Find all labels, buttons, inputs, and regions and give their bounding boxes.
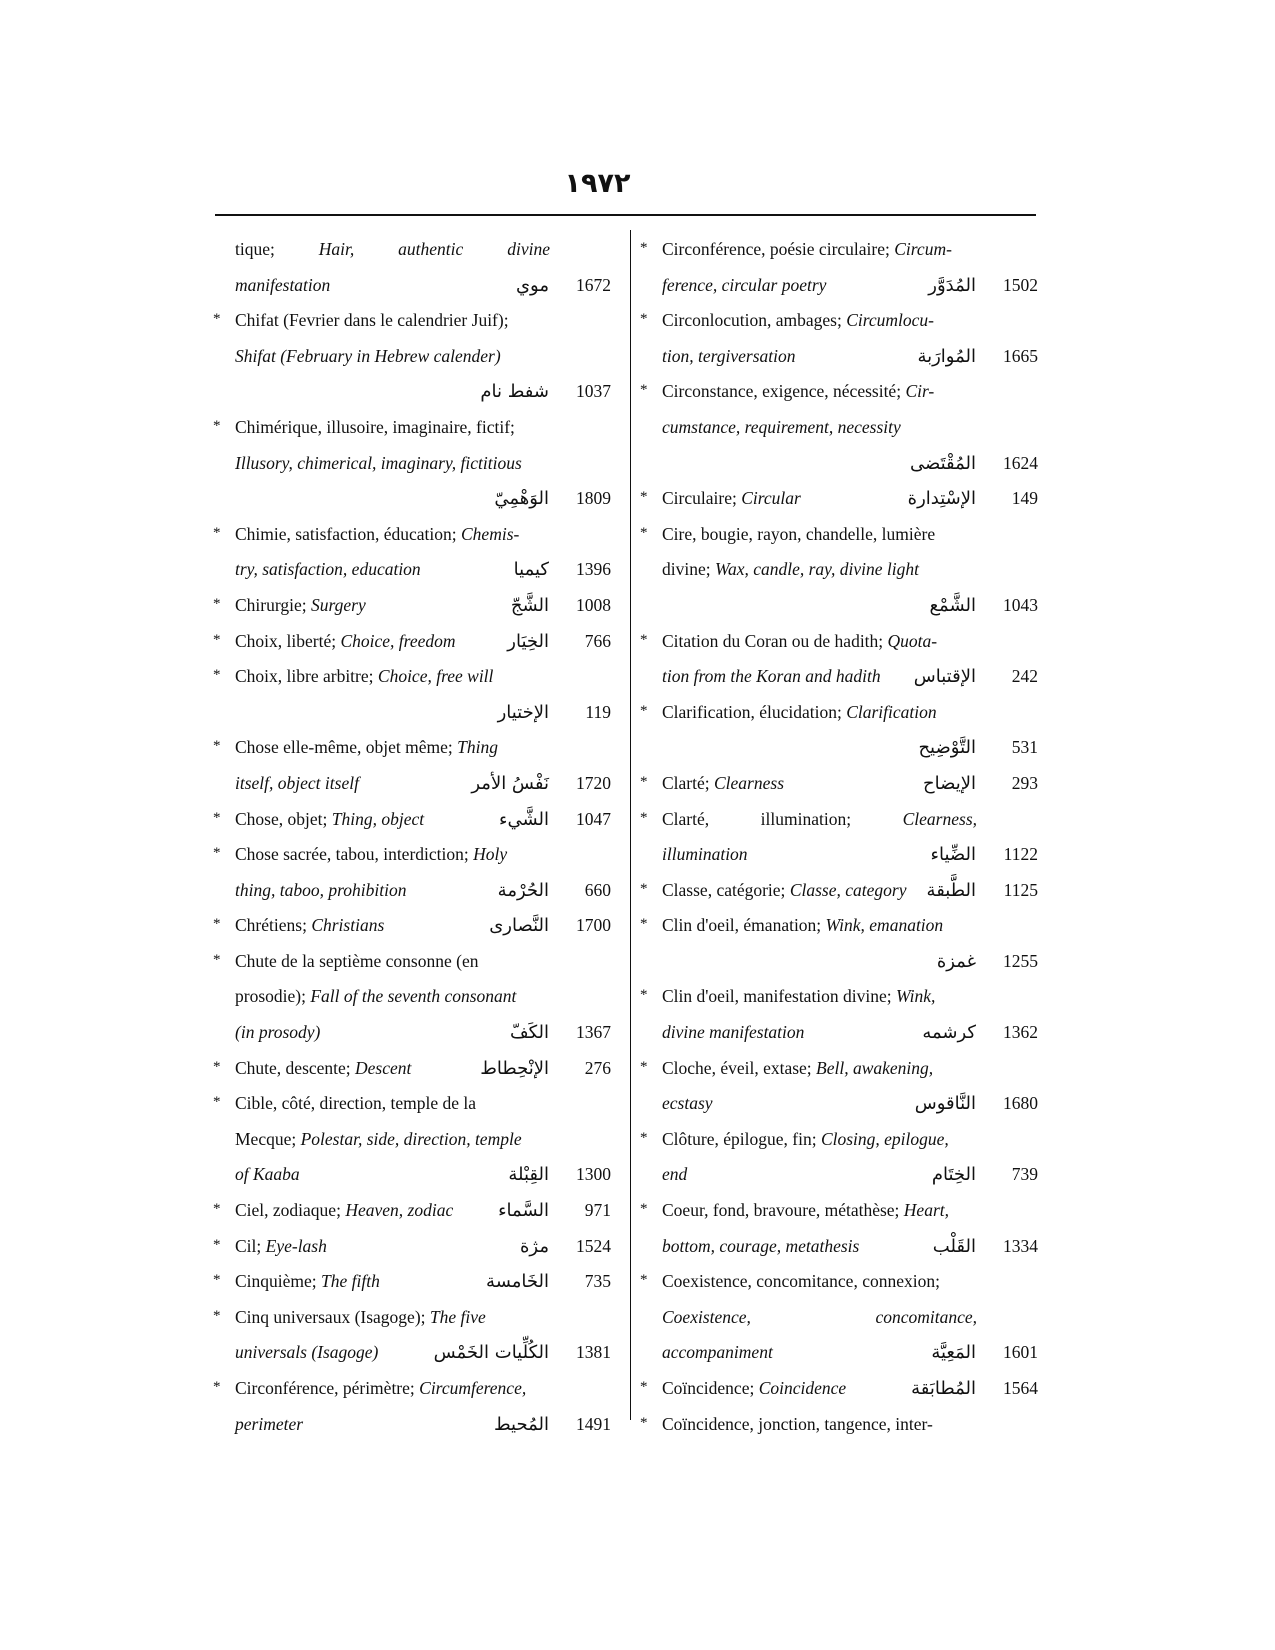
- entry-marker: *: [213, 667, 221, 684]
- entry-line: [213, 802, 611, 838]
- entry-marker: *: [640, 1379, 648, 1395]
- entry-text: prosodie); Fall of the seventh consonant: [235, 986, 517, 1007]
- arabic-term: الخِيَار: [507, 630, 549, 652]
- entry-text: illumination: [662, 844, 748, 865]
- entry-text: Citation du Coran ou de hadith; Quota-: [662, 630, 938, 651]
- entry-line: [640, 730, 1038, 766]
- arabic-term: كرشمه: [922, 1022, 976, 1044]
- entry-line: [213, 624, 611, 660]
- entry-text: Cible, côté, direction, temple de la: [235, 1093, 477, 1114]
- entry-text: Clôture, épilogue, fin; Closing, epilogue,: [662, 1128, 949, 1149]
- entry-marker: *: [213, 1201, 221, 1218]
- entry-marker: *: [213, 916, 221, 933]
- entry-text: Ciel, zodiaque; Heaven, zodiac: [235, 1200, 454, 1221]
- entry-marker: *: [640, 987, 648, 1004]
- entry-number: 1396: [576, 559, 611, 580]
- entry-text: Classe, catégorie; Classe, category: [662, 879, 907, 900]
- arabic-term: مژة: [519, 1235, 549, 1257]
- entry-text: bottom, courage, metathesis: [662, 1235, 860, 1256]
- entry-line: [213, 1157, 611, 1193]
- entry-number: 660: [584, 879, 611, 900]
- entry-line: [640, 1335, 1038, 1371]
- arabic-term: الكُلِّيات الخَمْس: [433, 1342, 549, 1364]
- entry-marker: *: [213, 1379, 221, 1395]
- entry-line: [640, 481, 1038, 517]
- entry-text: Shifat (February in Hebrew calender): [235, 345, 501, 366]
- entry-number: 1624: [1003, 452, 1038, 473]
- arabic-term: الخَامسة: [486, 1271, 549, 1293]
- arabic-term: الشَّجّ: [510, 594, 549, 616]
- entry-line: [213, 979, 611, 1015]
- entry-line: [213, 837, 611, 873]
- entry-line: [213, 1300, 611, 1336]
- entry-text: end: [662, 1164, 688, 1185]
- arabic-term: المُحيط: [493, 1413, 549, 1435]
- entry-line: [213, 1193, 611, 1229]
- entry-line: [640, 1157, 1038, 1193]
- entry-marker: *: [640, 809, 648, 826]
- entry-line: [640, 1051, 1038, 1087]
- entry-text: Illusory, chimerical, imaginary, fictitious: [235, 452, 522, 473]
- arabic-term: كيميا: [513, 559, 549, 581]
- arabic-term: الطَّبقة: [926, 879, 976, 901]
- arabic-term: المَعِيَّة: [931, 1342, 976, 1364]
- entry-marker: *: [213, 595, 221, 612]
- entry-line: [213, 232, 611, 268]
- entry-text: Coexistence, concomitance, connexion;: [662, 1271, 940, 1292]
- entry-line: [213, 517, 611, 553]
- entry-number: 1680: [1003, 1093, 1038, 1114]
- arabic-term: السَّماء: [498, 1200, 549, 1222]
- entry-text: Coeur, fond, bravoure, métathèse; Heart,: [662, 1200, 949, 1221]
- entry-text: Chirurgie; Surgery: [235, 594, 366, 615]
- entry-text: Clarification, élucidation; Clarification: [662, 701, 937, 722]
- arabic-term: شفط نام: [480, 381, 549, 403]
- entry-line: [640, 374, 1038, 410]
- arabic-term: الإيضاح: [923, 772, 976, 794]
- entry-number: 119: [585, 701, 611, 722]
- entry-line: [213, 339, 611, 375]
- entry-line: [640, 268, 1038, 304]
- entry-marker: *: [213, 738, 221, 755]
- entry-line: [213, 730, 611, 766]
- entry-number: 1362: [1003, 1022, 1038, 1043]
- entry-line: [640, 303, 1038, 339]
- entry-text: Clin d'oeil, émanation; Wink, emanation: [662, 915, 944, 936]
- entry-marker: *: [213, 311, 221, 328]
- entry-line: [640, 624, 1038, 660]
- entry-text: Choix, libre arbitre; Choice, free will: [235, 666, 494, 687]
- right-column: [640, 232, 1038, 1442]
- entry-text: perimeter: [235, 1413, 304, 1434]
- entry-number: 1672: [576, 274, 611, 295]
- arabic-term: الإقتباس: [913, 666, 976, 688]
- entry-line: [213, 1051, 611, 1087]
- entry-text: manifestation: [235, 274, 331, 295]
- entry-text: Circonférence, poésie circulaire; Circum-: [662, 239, 952, 259]
- arabic-term: الحُرْمة: [497, 879, 549, 901]
- entry-line: [640, 659, 1038, 695]
- entry-line: [640, 1407, 1038, 1443]
- entry-number: 1491: [576, 1413, 611, 1434]
- entry-marker: *: [213, 1272, 221, 1289]
- entry-number: 1367: [576, 1022, 611, 1043]
- entry-text: (in prosody): [235, 1022, 321, 1043]
- entry-number: 242: [1011, 666, 1038, 687]
- entry-marker: *: [213, 951, 221, 968]
- entry-line: [213, 1371, 611, 1407]
- entry-line: [640, 908, 1038, 944]
- entry-number: 276: [584, 1057, 611, 1078]
- entry-marker: *: [640, 311, 648, 328]
- entry-number: 1334: [1003, 1235, 1038, 1256]
- entry-line: [213, 268, 611, 304]
- entry-text: Chimérique, illusoire, imaginaire, fictif;: [235, 416, 515, 437]
- entry-number: 1122: [1003, 844, 1038, 865]
- header-rule: [215, 214, 1036, 216]
- entry-text: Coexistence, concomitance,: [662, 1306, 977, 1327]
- entry-number: 1700: [576, 915, 611, 936]
- entry-line: [213, 446, 611, 482]
- entry-line: [213, 766, 611, 802]
- entry-text: try, satisfaction, education: [235, 559, 421, 580]
- entry-text: of Kaaba: [235, 1164, 300, 1185]
- entry-line: [640, 588, 1038, 624]
- arabic-term: المُوارَبة: [917, 345, 976, 367]
- entry-line: [213, 1086, 611, 1122]
- entry-text: Clarté, illumination; Clearness,: [662, 808, 977, 829]
- entry-text: Clarté; Clearness: [662, 772, 784, 793]
- arabic-term: النَّصارى: [489, 915, 549, 937]
- entry-marker: *: [640, 1201, 648, 1218]
- arabic-term: نَفْسُ الأمر: [471, 772, 549, 794]
- entry-text: Choix, liberté; Choice, freedom: [235, 630, 456, 651]
- entry-number: 1255: [1003, 950, 1038, 971]
- arabic-term: الإختيار: [497, 701, 549, 723]
- entry-text: Chose, objet; Thing, object: [235, 808, 425, 829]
- entry-number: 1601: [1003, 1342, 1038, 1363]
- entry-text: tion, tergiversation: [662, 345, 796, 366]
- arabic-term: النَّاقوس: [914, 1093, 976, 1115]
- arabic-term: المُطابَقة: [911, 1378, 976, 1399]
- entry-number: 1564: [1003, 1378, 1038, 1398]
- arabic-term: غمزة: [936, 950, 976, 972]
- entry-number: 1300: [576, 1164, 611, 1185]
- entry-text: ecstasy: [662, 1093, 713, 1114]
- entry-marker: *: [640, 702, 648, 719]
- entry-number: 1047: [576, 808, 611, 829]
- entry-marker: *: [640, 1414, 648, 1431]
- entry-marker: *: [640, 880, 648, 897]
- entry-line: [213, 303, 611, 339]
- entry-marker: *: [213, 631, 221, 648]
- arabic-term: الخِتَام: [931, 1164, 976, 1186]
- entry-line: [640, 1015, 1038, 1051]
- entry-marker: *: [640, 916, 648, 933]
- arabic-term: المُقْتَضى: [909, 452, 976, 474]
- entry-number: 531: [1011, 737, 1038, 758]
- entry-text: Chute de la septième consonne (en: [235, 950, 479, 971]
- page-number: ١٩٧٢: [564, 168, 631, 199]
- entry-text: Circonférence, périmètre; Circumference,: [235, 1378, 527, 1398]
- entry-text: Clin d'oeil, manifestation divine; Wink,: [662, 986, 936, 1007]
- entry-text: Coïncidence, jonction, tangence, inter-: [662, 1413, 933, 1434]
- arabic-term: الشَّمْع: [929, 594, 976, 616]
- entry-text: Chifat (Fevrier dans le calendrier Juif);: [235, 310, 509, 331]
- entry-line: [640, 695, 1038, 731]
- entry-text: tion from the Koran and hadith: [662, 666, 881, 687]
- entry-marker: *: [213, 1307, 221, 1324]
- entry-line: [640, 446, 1038, 482]
- entry-marker: *: [213, 1236, 221, 1253]
- entry-marker: *: [213, 1094, 221, 1111]
- entry-number: 1125: [1003, 879, 1038, 900]
- arabic-term: القَلْب: [932, 1235, 976, 1257]
- entry-line: [640, 1300, 1038, 1336]
- entry-text: Chute, descente; Descent: [235, 1057, 412, 1078]
- entry-line: [640, 979, 1038, 1015]
- entry-number: 1524: [576, 1235, 611, 1256]
- arabic-term: الكَفّ: [509, 1022, 549, 1044]
- entry-line: [213, 1407, 611, 1443]
- entry-number: 1809: [576, 488, 611, 509]
- entry-line: [213, 873, 611, 909]
- entry-line: [213, 374, 611, 410]
- entry-line: [213, 410, 611, 446]
- entry-line: [213, 695, 611, 731]
- entry-marker: *: [640, 382, 648, 399]
- entry-number: 1665: [1003, 345, 1038, 366]
- entry-marker: *: [640, 1058, 648, 1075]
- entry-text: Cire, bougie, rayon, chandelle, lumière: [662, 523, 936, 544]
- entry-line: [213, 908, 611, 944]
- entry-line: [213, 1122, 611, 1158]
- entry-marker: *: [213, 809, 221, 826]
- entry-text: accompaniment: [662, 1342, 773, 1363]
- entry-number: 1720: [576, 772, 611, 793]
- arabic-term: الشَّيء: [498, 808, 549, 830]
- entry-text: Chose sacrée, tabou, interdiction; Holy: [235, 844, 508, 865]
- entry-text: Circonstance, exigence, nécessité; Cir-: [662, 381, 935, 402]
- entry-marker: *: [213, 1058, 221, 1075]
- entry-number: 149: [1011, 488, 1038, 509]
- entry-line: [640, 944, 1038, 980]
- entry-number: 1037: [576, 381, 611, 402]
- entry-number: 735: [584, 1271, 611, 1292]
- entry-line: [213, 481, 611, 517]
- entry-text: tique; Hair, authentic divine: [235, 239, 550, 259]
- entry-line: [640, 1371, 1038, 1407]
- column-divider: [630, 230, 631, 1420]
- entry-number: 1381: [576, 1342, 611, 1363]
- arabic-term: الوَهْمِيّ: [494, 488, 549, 510]
- arabic-term: المُدَوَّر: [928, 274, 976, 296]
- entry-line: [213, 552, 611, 588]
- entry-line: [213, 1264, 611, 1300]
- entry-marker: *: [213, 524, 221, 541]
- entry-text: Cinquième; The fifth: [235, 1271, 380, 1292]
- entry-number: 971: [584, 1200, 611, 1221]
- arabic-term: التَّوْضِيح: [918, 737, 976, 759]
- entry-text: Coïncidence; Coincidence: [662, 1378, 847, 1398]
- entry-line: [640, 410, 1038, 446]
- left-column: [213, 232, 611, 1442]
- entry-marker: *: [640, 1272, 648, 1289]
- entry-text: Chrétiens; Christians: [235, 915, 385, 936]
- entry-marker: *: [640, 1129, 648, 1146]
- entry-line: [640, 232, 1038, 268]
- entry-number: 1502: [1003, 274, 1038, 295]
- arabic-term: الإسْتِدارة: [907, 488, 976, 510]
- entry-number: 739: [1011, 1164, 1038, 1185]
- entry-text: Circonlocution, ambages; Circumlocu-: [662, 310, 935, 331]
- entry-line: [213, 588, 611, 624]
- entry-marker: *: [640, 773, 648, 790]
- entry-number: 293: [1011, 772, 1038, 793]
- entry-text: divine manifestation: [662, 1022, 805, 1043]
- entry-line: [640, 1193, 1038, 1229]
- entry-line: [640, 766, 1038, 802]
- entry-line: [640, 873, 1038, 909]
- entry-line: [213, 1015, 611, 1051]
- entry-line: [213, 659, 611, 695]
- arabic-term: الضِّياء: [930, 844, 976, 866]
- entry-line: [640, 1229, 1038, 1265]
- entry-marker: *: [213, 845, 221, 862]
- entry-line: [640, 339, 1038, 375]
- entry-text: universals (Isagoge): [235, 1342, 379, 1363]
- entry-text: cumstance, requirement, necessity: [662, 416, 901, 437]
- entry-number: 1008: [576, 594, 611, 615]
- entry-line: [640, 1086, 1038, 1122]
- entry-text: Mecque; Polestar, side, direction, temple: [235, 1128, 522, 1149]
- entry-text: Circulaire; Circular: [662, 488, 801, 509]
- entry-text: Cil; Eye-lash: [235, 1235, 327, 1256]
- entry-text: divine; Wax, candle, ray, divine light: [662, 559, 919, 580]
- entry-marker: *: [640, 631, 648, 648]
- entry-line: [640, 1122, 1038, 1158]
- entry-line: [640, 837, 1038, 873]
- entry-line: [213, 1335, 611, 1371]
- entry-text: Chimie, satisfaction, éducation; Chemis-: [235, 523, 520, 544]
- arabic-term: القِبْلة: [508, 1164, 549, 1186]
- entry-line: [213, 944, 611, 980]
- entry-number: 1043: [1003, 594, 1038, 615]
- entry-line: [640, 802, 1038, 838]
- entry-marker: *: [640, 240, 648, 256]
- arabic-term: الإنْحِطاط: [480, 1057, 549, 1079]
- entry-marker: *: [640, 524, 648, 541]
- entry-line: [640, 552, 1038, 588]
- entry-text: ference, circular poetry: [662, 274, 827, 295]
- entry-line: [640, 517, 1038, 553]
- entry-marker: *: [213, 417, 221, 434]
- entry-line: [213, 1229, 611, 1265]
- entry-text: itself, object itself: [235, 772, 359, 793]
- arabic-term: موي: [515, 274, 549, 296]
- entry-text: Chose elle-même, objet même; Thing: [235, 737, 498, 758]
- entry-line: [640, 1264, 1038, 1300]
- entry-text: Cinq universaux (Isagoge); The five: [235, 1306, 486, 1327]
- entry-text: Cloche, éveil, extase; Bell, awakening,: [662, 1057, 934, 1078]
- entry-marker: *: [640, 489, 648, 506]
- entry-text: thing, taboo, prohibition: [235, 879, 407, 900]
- entry-number: 766: [584, 630, 611, 651]
